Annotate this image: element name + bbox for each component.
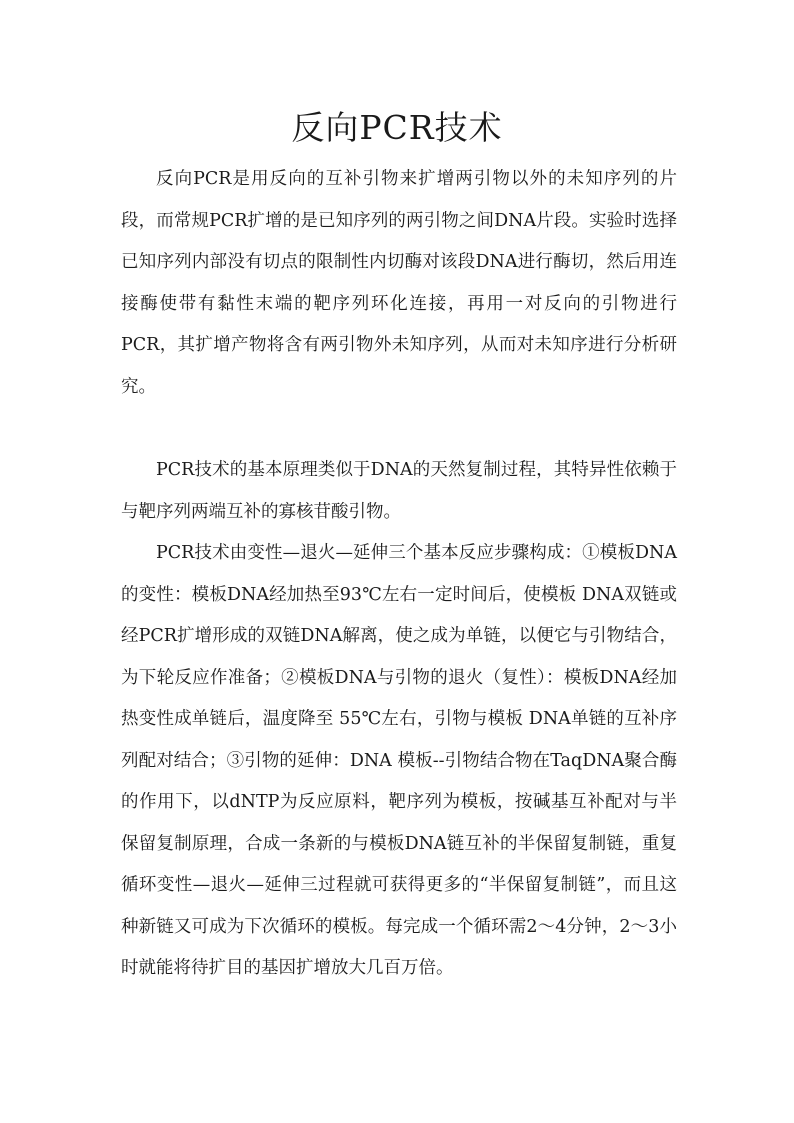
document-title: 反向PCR技术 — [291, 108, 503, 147]
paragraph-pcr-principle: PCR技术的基本原理类似于DNA的天然复制过程，其特异性依赖于与靶序列两端互补的寡核苷酸引物。 — [121, 460, 677, 522]
paragraph-inverse-pcr: 反向PCR是用反向的互补引物来扩增两引物以外的未知序列的片段，而常规PCR扩增的是已知序列的两引物之间DNA片段。实验时选择已知序列内部没有切点的限制性内切酶对该段DNA进行酶切，然后用连接酶使带有黏性末端的靶序列环化连接，再用一对反向的引物进行PCR，其扩增产物将含有两引物外未知序列，从而对未知序进行分析研究。 — [121, 169, 677, 397]
paragraph-pcr-steps: PCR技术由变性—退火—延伸三个基本反应步骤构成：①模板DNA 的变性：模板DNA经加热至93℃左右一定时间后，使模板 DNA双链或经PCR扩增形成的双链DNA解离，使之成为单链，以便它与引物结合，为下轮反应作准备；②模板DNA与引物的退火（复性）：模板DNA经加热变性成单链后，温度降至 55℃左右，引物与模板 DNA单链的互补序列配对结合；③引物的延伸：DNA 模板--引物结合物在TaqDNA聚合酶的作用下，以dNTP为反应原料，靶序列为模板，按碱基互补配对与半保留复制原理，合成一条新的与模板DNA链互补的半保留复制链，重复循环变性—退火—延伸三过程就可获得更多的“半保留复制链”，而且这种新链又可成为下次循环的模板。每完成一个循环需2～4分钟，2～3小时就能将待扩目的基因扩增放大几百万倍。 — [121, 543, 677, 978]
